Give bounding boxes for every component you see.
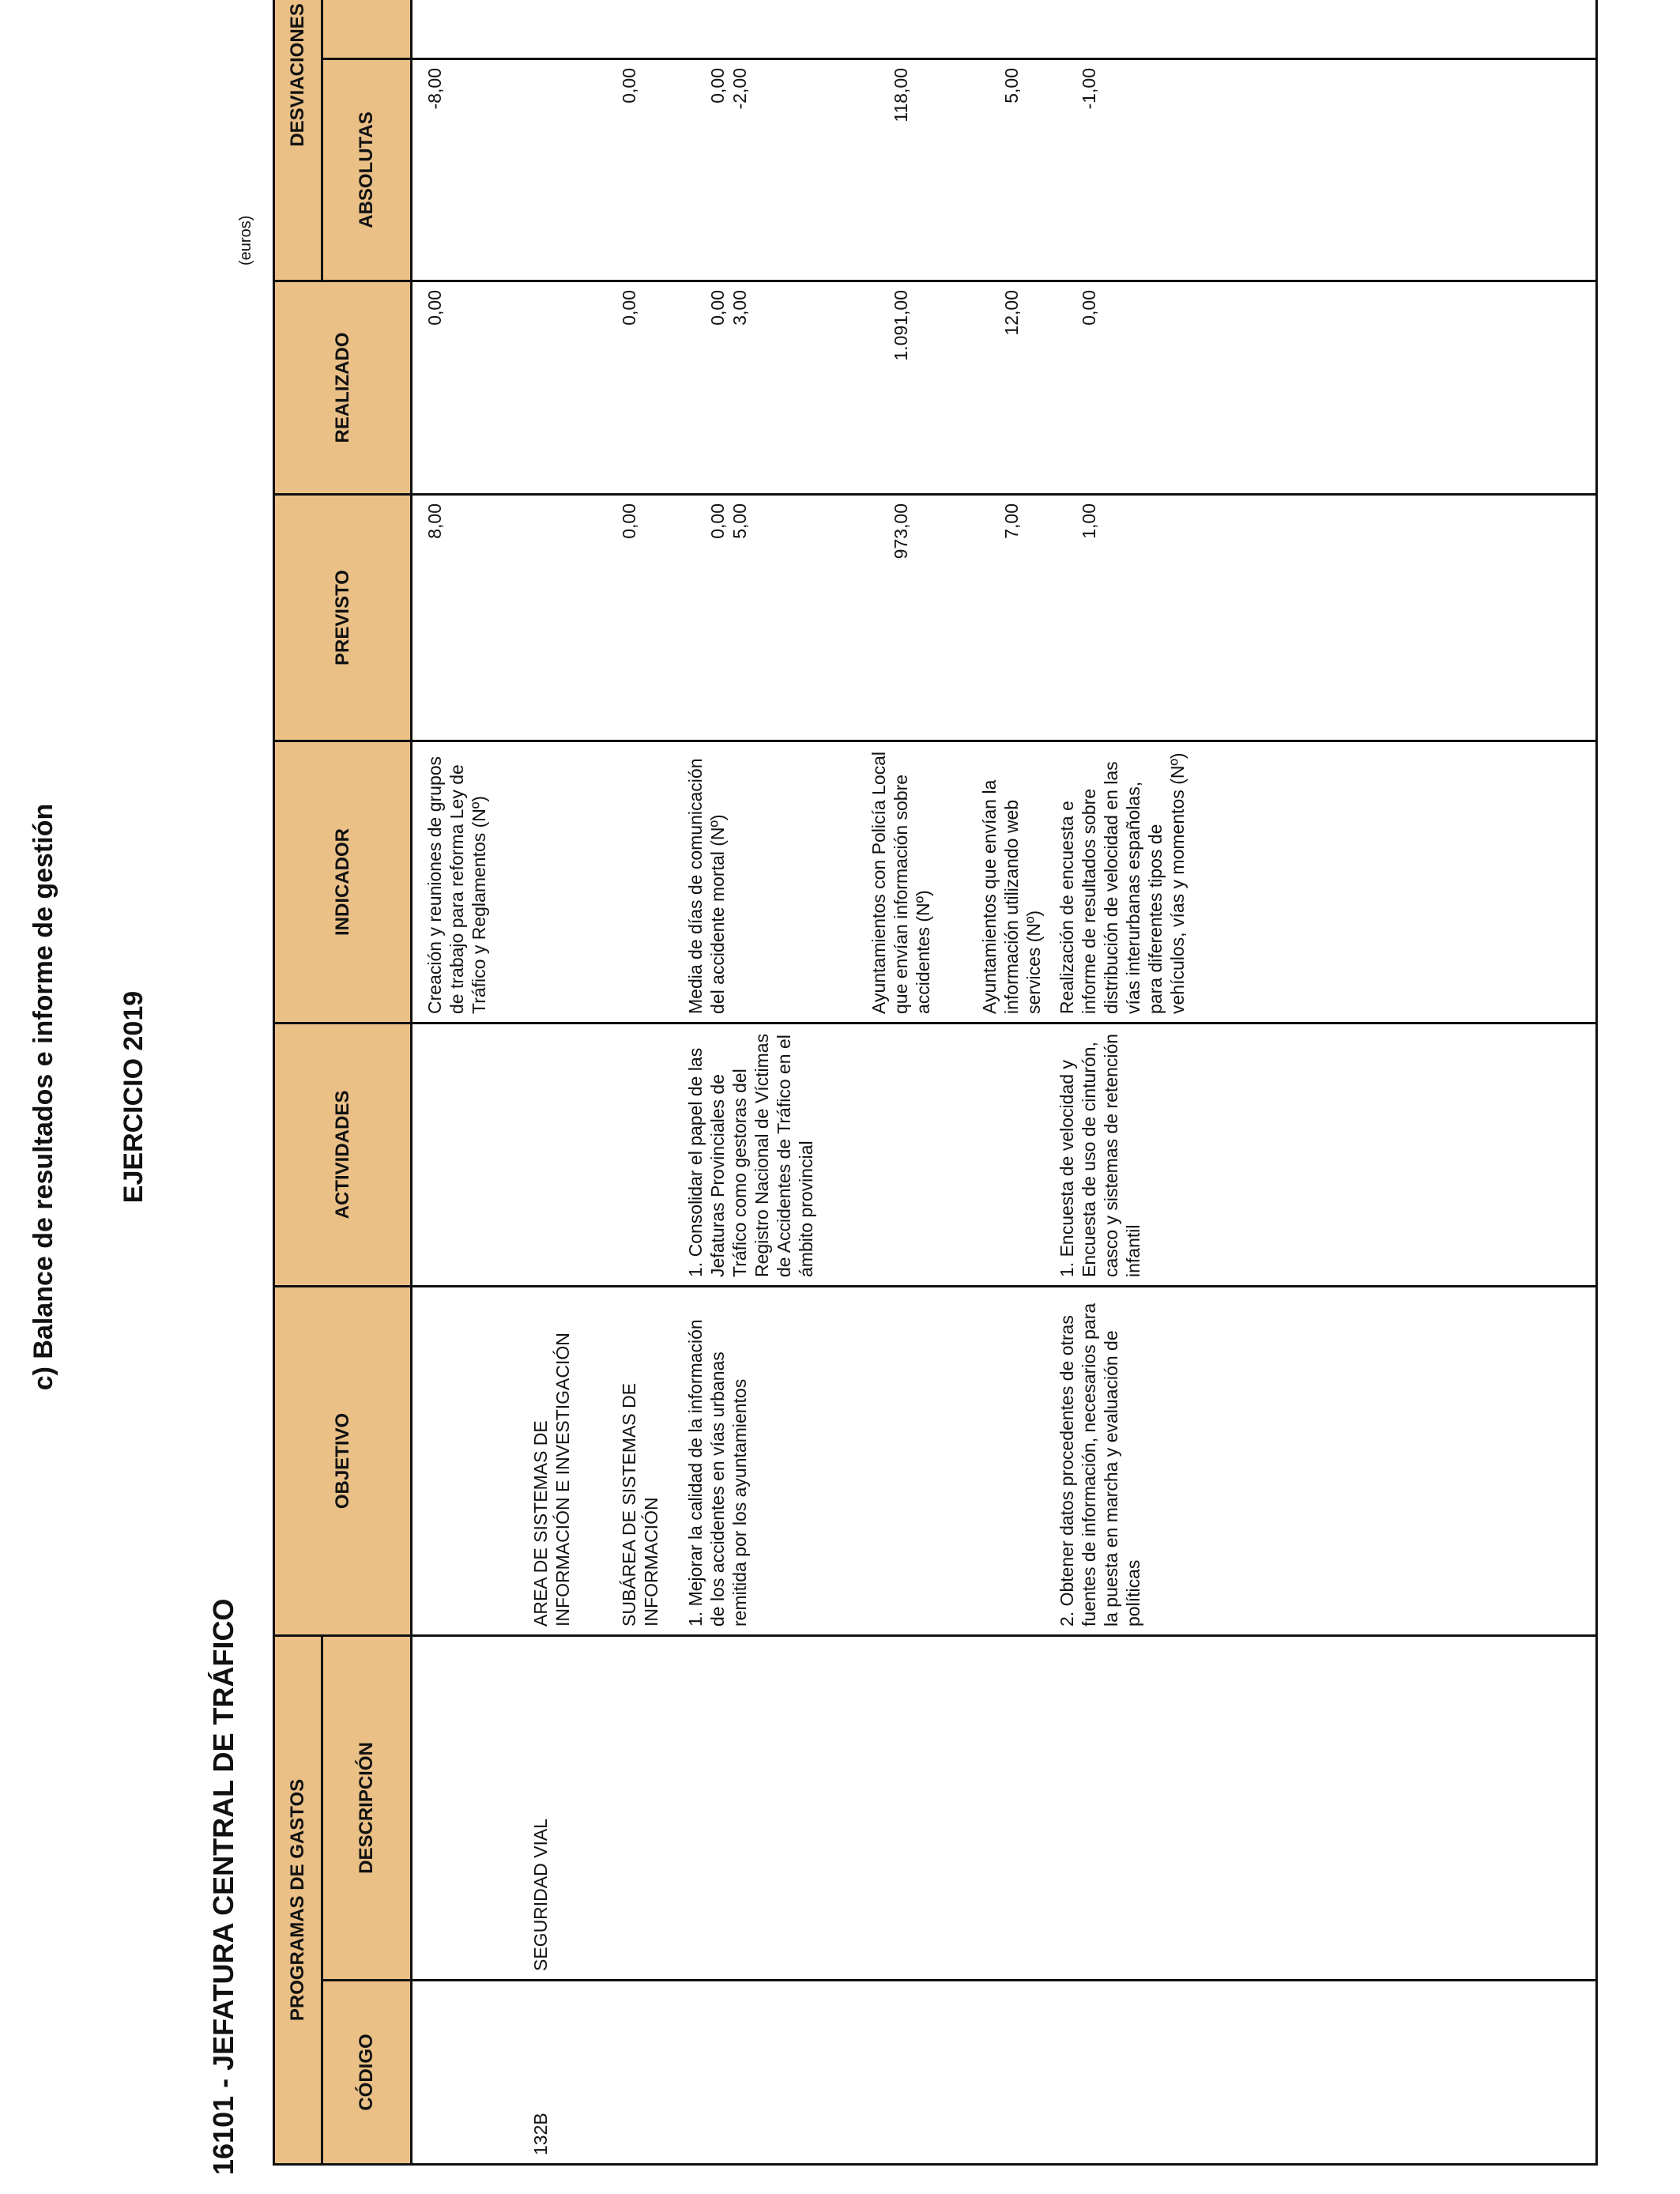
col-actividades: ACTIVIDADES [274, 1023, 412, 1286]
realizado-value: 12,00 [1001, 289, 1022, 336]
actividades-cell [412, 1023, 1597, 1286]
indicator-5: Realización de encuesta e informe de resultados sobre distribución de velocidad en las vías interurbanas españolas, para diferentes tipos de vehículos, vías y momentos (Nº) [1057, 752, 1188, 1014]
objetivo-cell [412, 1286, 1597, 1635]
indicator-2: Media de días de comunicación del accidente mortal (Nº) [685, 758, 728, 1014]
units-label: (euros) [237, 215, 254, 266]
previsto-value: 8,00 [424, 503, 445, 539]
realizado-value: 3,00 [729, 289, 750, 326]
indicador-cell [412, 741, 1597, 1023]
pct-cell [412, 0, 1597, 58]
absolutas-value: -8,00 [424, 67, 445, 110]
realizado-cell [412, 281, 1597, 494]
realizado-value: 0,00 [1079, 289, 1099, 326]
pct-value [424, 0, 618, 50]
previsto-value: 5,00 [729, 503, 750, 539]
results-table [273, 0, 1598, 2166]
absolutas-value: 0,00 [707, 67, 728, 104]
activity-2: 1. Encuesta de velocidad y Encuesta de uso de cinturón, casco y sistemas de retención infantil [1057, 1033, 1143, 1277]
pct-value [1000, 0, 1078, 50]
absolutas-value: 0,00 [619, 67, 639, 104]
objective-subarea: SUBÁREA DE SISTEMAS DE INFORMACIÓN [619, 1382, 661, 1627]
col-codigo: CÓDIGO [322, 1981, 412, 2165]
col-descripcion: DESCRIPCIÓN [322, 1635, 412, 1980]
programas-group-header: PROGRAMAS DE GASTOS [274, 1635, 322, 2164]
desviaciones-group-header: DESVIACIONES [274, 0, 322, 281]
activity-1: 1. Consolidar el papel de las Jefaturas Provinciales de Tráfico como gestoras del Registro Nacional de Víctimas de Accidentes de Tráfico en el ámbito provincial [685, 1033, 816, 1277]
year-title: EJERCICIO 2019 [119, 990, 149, 1204]
indicator-1: Creación y reuniones de grupos de trabajo para reforma Ley de Tráfico y Reglamentos (Nº) [424, 756, 489, 1014]
realizado-value: 0,00 [424, 289, 445, 326]
col-indicador: INDICADOR [274, 741, 412, 1023]
entity-title: 16101 - JEFATURA CENTRAL DE TRÁFICO [207, 1598, 239, 2175]
indicator-3: Ayuntamientos con Policía Local que envían información sobre accidentes (Nº) [868, 751, 933, 1014]
pct-value [890, 0, 1000, 50]
realizado-value: 0,00 [619, 289, 639, 326]
absolutas-value: -2,00 [729, 67, 750, 110]
previsto-value: 0,00 [707, 503, 728, 539]
col-previsto: PREVISTO [274, 494, 412, 741]
previsto-cell [412, 494, 1597, 741]
pct-value [729, 0, 890, 50]
previsto-value: 973,00 [891, 503, 911, 560]
absolutas-value: 5,00 [1001, 67, 1022, 104]
pct-value [618, 0, 706, 50]
realizado-value: 0,00 [707, 289, 728, 326]
table-row [412, 0, 1597, 2165]
descripcion-cell [412, 1635, 1597, 1980]
pct-value [706, 0, 729, 50]
section-title: c) Balance de resultados e informe de gestión [28, 803, 58, 1391]
objective-2: 2. Obtener datos procedentes de otras fuentes de información, necesarios para la puesta en marcha y evaluación de políticas [1057, 1302, 1143, 1627]
program-code: 132B [530, 2113, 551, 2155]
absolutas-value: -1,00 [1079, 67, 1099, 110]
col-absolutas: ABSOLUTAS [322, 58, 412, 281]
col-pct [322, 0, 412, 58]
objective-area: AREA DE SISTEMAS DE INFORMACIÓN E INVESTIGACIÓN [530, 1333, 573, 1627]
program-description: SEGURIDAD VIAL [530, 1819, 551, 1971]
previsto-value: 0,00 [619, 503, 639, 539]
col-realizado: REALIZADO [274, 281, 412, 494]
pct-value [1078, 0, 1100, 50]
previsto-value: 1,00 [1079, 503, 1099, 539]
absolutas-value: 118,00 [891, 67, 911, 123]
indicator-4: Ayuntamientos que envían la información utilizando web services (Nº) [979, 779, 1044, 1014]
objective-1: 1. Mejorar la calidad de la información de los accidentes en vías urbanas remitida por los ayuntamientos [685, 1319, 750, 1627]
codigo-cell [412, 1981, 1597, 2165]
previsto-value: 7,00 [1001, 503, 1022, 539]
absolutas-cell [412, 58, 1597, 281]
realizado-value: 1.091,00 [891, 289, 911, 361]
col-objetivo: OBJETIVO [274, 1286, 412, 1635]
group-header-row [274, 0, 322, 2165]
